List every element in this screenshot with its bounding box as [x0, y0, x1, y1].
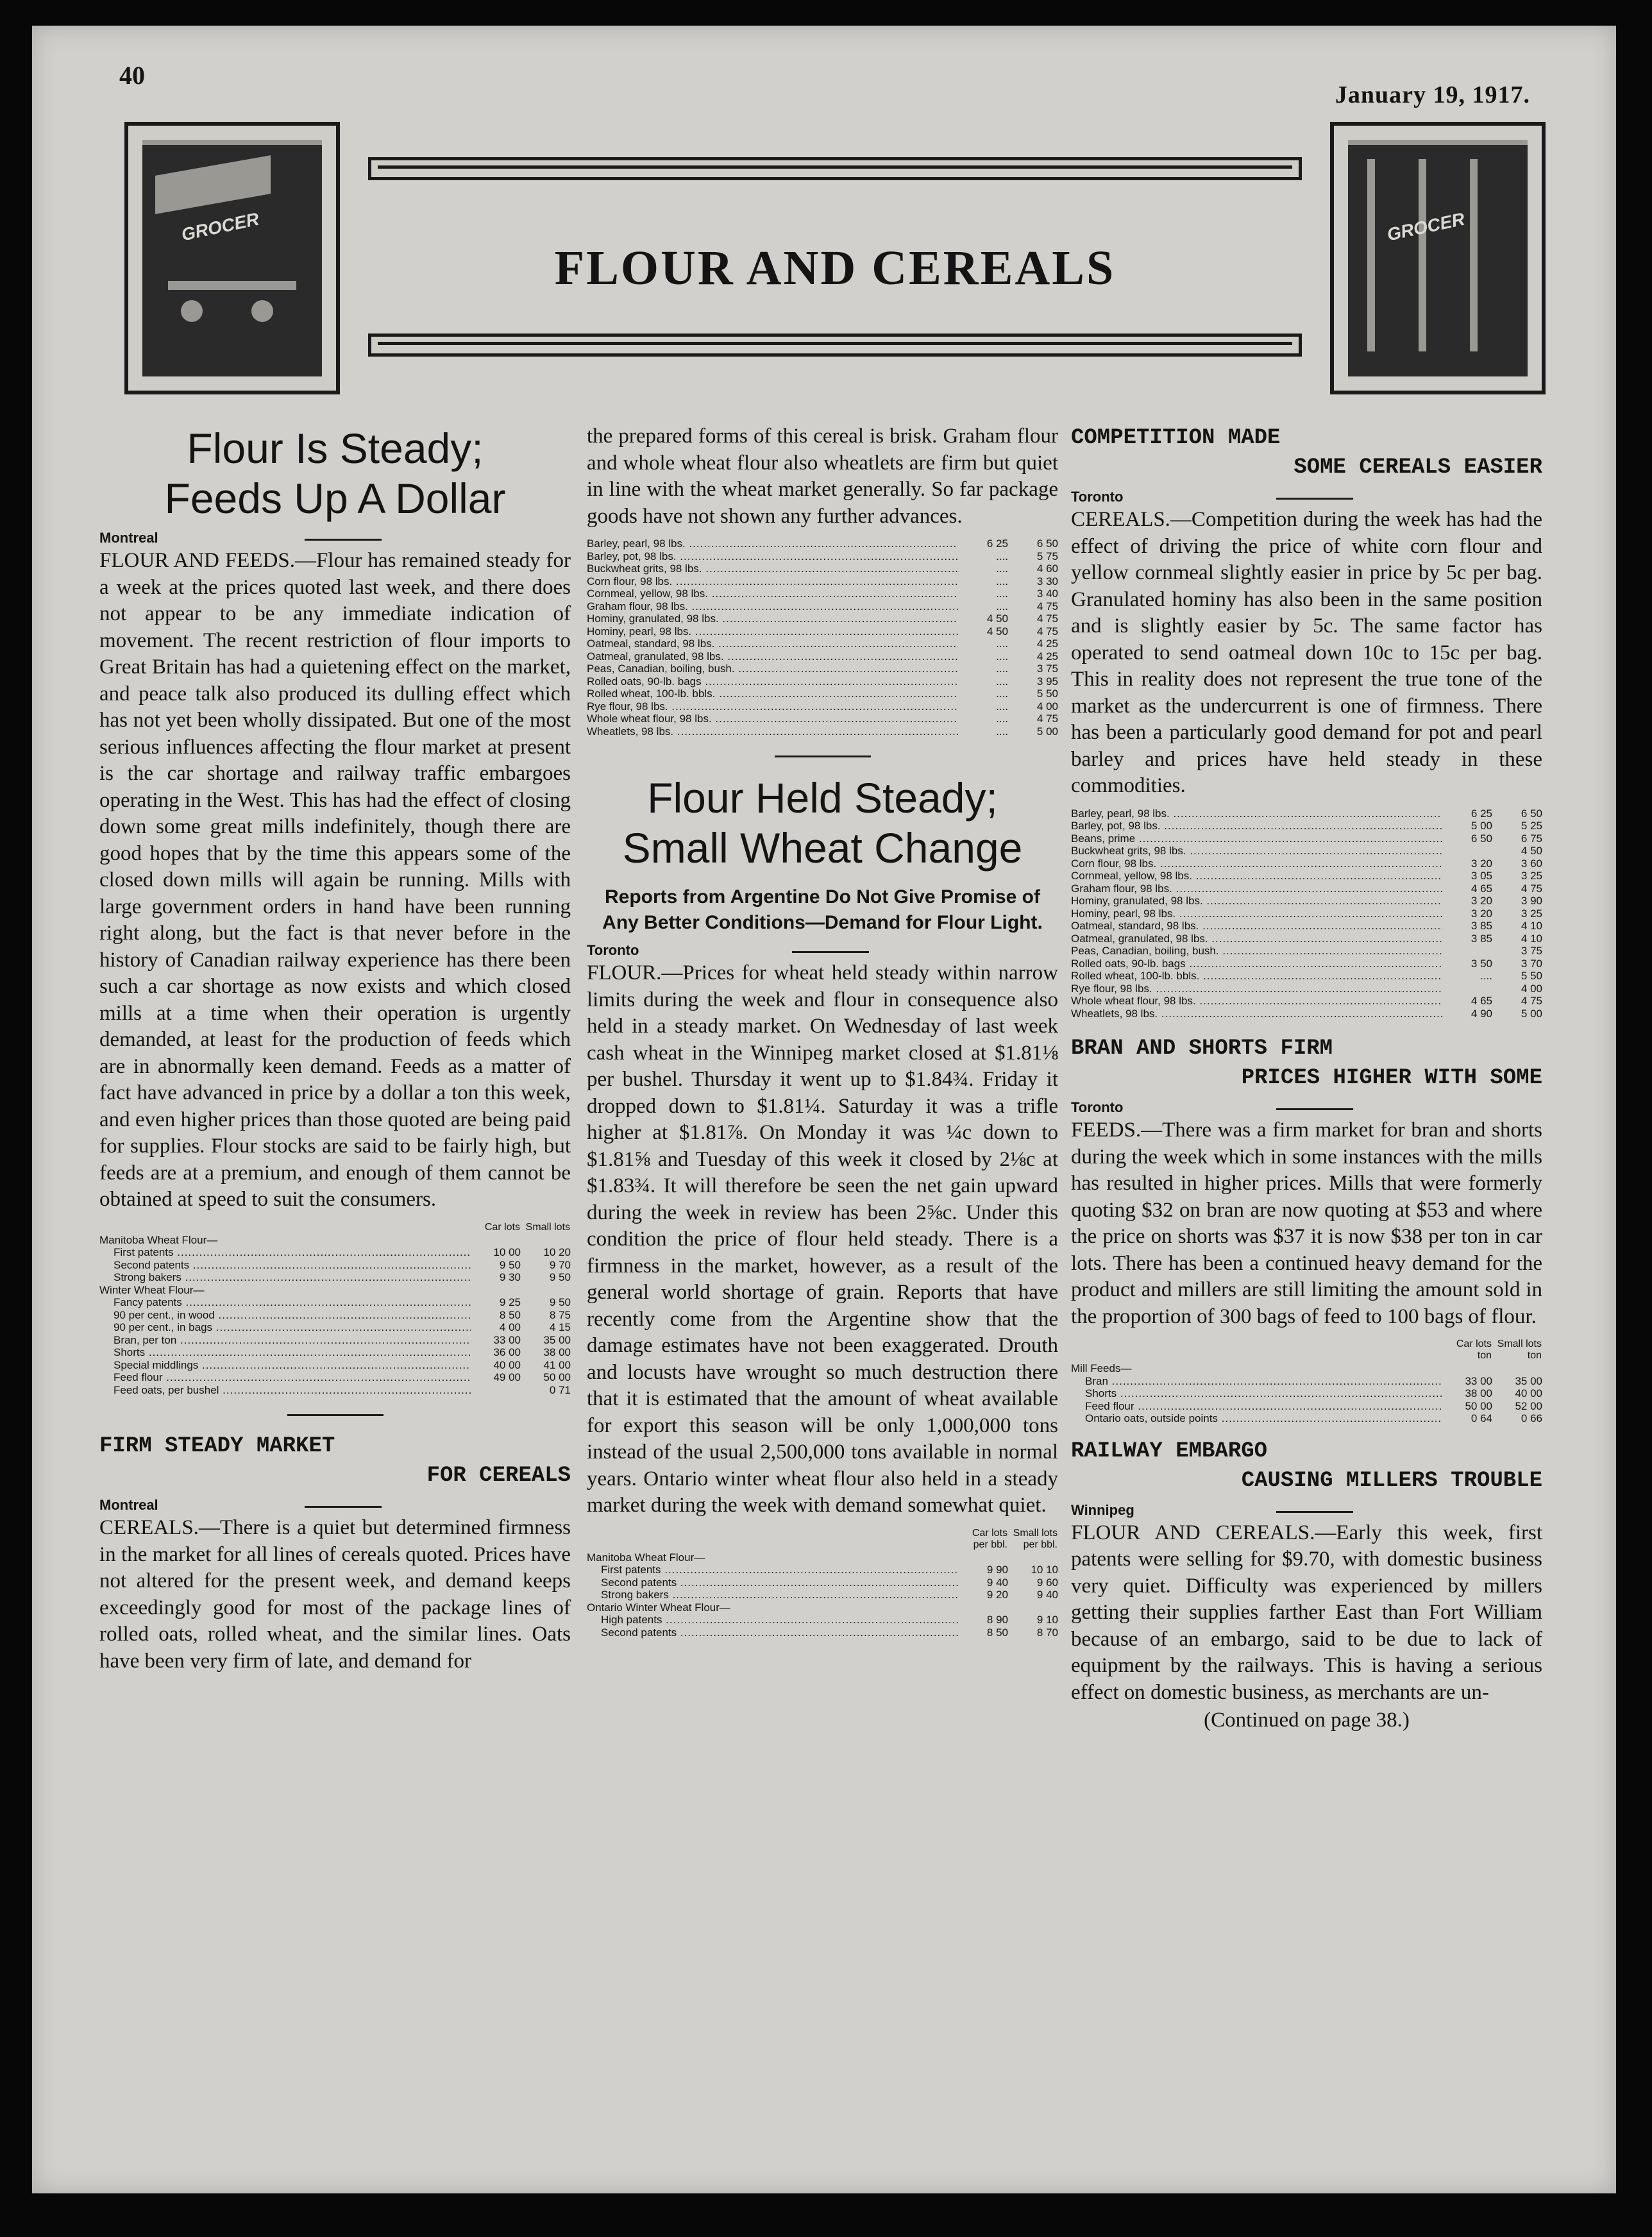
price-car-lots: ....: [996, 637, 1008, 650]
table-row: [1071, 820, 1542, 832]
item-name: Hominy, granulated, 98 lbs. .....: [1071, 895, 1442, 907]
price-car-lots: 50 00: [1465, 1399, 1492, 1412]
price-car-lots: 6 25: [986, 537, 1008, 550]
price-small-lots: 9 50: [549, 1296, 571, 1308]
price-small-lots: [1492, 1362, 1542, 1375]
price-small-lots: 9 60: [1036, 1576, 1058, 1589]
table-header-cell: Car lots ton: [1456, 1338, 1492, 1361]
table-row: [99, 1384, 571, 1397]
newspaper-page: [32, 26, 1616, 2193]
price-small-lots: 50 00: [543, 1371, 571, 1383]
table-row: [99, 1234, 571, 1247]
price-car-lots: 3 05: [1471, 870, 1492, 882]
table-row: [587, 663, 1058, 675]
item-name: 90 per cent., in bags .....: [99, 1321, 471, 1334]
headline-railway-embargo: RAILWAY EMBARGO CAUSING MILLERS TROUBLE: [1071, 1439, 1542, 1493]
divider: [775, 756, 871, 757]
item-name: Barley, pearl, 98 lbs. .....: [587, 537, 958, 550]
column-3: [1071, 423, 1542, 1734]
price-table-montreal-cereals: [587, 537, 1058, 738]
section-title: FLOUR AND CEREALS: [554, 241, 1116, 295]
item-name: Feed flour .....: [1071, 1400, 1442, 1413]
table-row: [1071, 857, 1542, 870]
price-car-lots: 9 20: [986, 1589, 1008, 1601]
item-name: Peas, Canadian, boiling, bush. .....: [1071, 945, 1442, 958]
table-row: [587, 688, 1058, 700]
price-small-lots: 4 10: [1521, 920, 1542, 932]
price-car-lots: 36 00: [493, 1346, 521, 1358]
table-row: [587, 713, 1058, 725]
table-row: [99, 1271, 571, 1284]
item-name: Rolled wheat, 100-lb. bbls. .....: [1071, 970, 1442, 983]
item-name: Strong bakers .....: [99, 1271, 471, 1284]
table-row: [587, 587, 1058, 600]
price-car-lots: ....: [996, 587, 1008, 600]
table-header-cell: Small lots: [525, 1221, 570, 1233]
item-name: Cornmeal, yellow, 98 lbs. .....: [587, 587, 958, 600]
table-row: [587, 550, 1058, 563]
item-name: Rolled oats, 90-lb. bags .....: [587, 675, 958, 688]
table-row: [1071, 920, 1542, 933]
price-car-lots: [1442, 845, 1492, 857]
table-row: [99, 1296, 571, 1309]
price-small-lots: 5 25: [1521, 820, 1542, 832]
table-row: [99, 1259, 571, 1272]
page-number: 40: [119, 61, 145, 90]
item-name: Second patents .....: [587, 1576, 958, 1589]
table-row: [1071, 845, 1542, 857]
price-car-lots: ....: [996, 725, 1008, 738]
price-small-lots: 35 00: [543, 1333, 571, 1346]
price-car-lots: [471, 1234, 521, 1247]
price-car-lots: ....: [996, 700, 1008, 713]
item-name: Barley, pearl, 98 lbs. .....: [1071, 807, 1442, 820]
headline-flour-steady: Flour Is Steady; Feeds Up A Dollar: [164, 425, 506, 522]
price-small-lots: 3 25: [1521, 870, 1542, 882]
price-car-lots: 9 25: [499, 1296, 521, 1308]
price-small-lots: 38 00: [543, 1346, 571, 1358]
price-small-lots: 3 90: [1521, 895, 1542, 907]
item-name: First patents .....: [587, 1564, 958, 1576]
table-row: [1071, 1008, 1542, 1020]
price-small-lots: 3 75: [1036, 663, 1058, 675]
price-small-lots: 5 50: [1521, 970, 1542, 982]
price-small-lots: 4 75: [1036, 600, 1058, 612]
price-car-lots: 3 20: [1471, 857, 1492, 870]
item-name: Whole wheat flour, 98 lbs. .....: [1071, 995, 1442, 1008]
grocer-sign-left: GROCER: [180, 208, 261, 245]
price-car-lots: 0 64: [1471, 1412, 1492, 1424]
headline-bran-shorts: BRAN AND SHORTS FIRM PRICES HIGHER WITH SOME: [1071, 1036, 1542, 1090]
item-name: Corn flour, 98 lbs. .....: [1071, 857, 1442, 870]
price-car-lots: 3 20: [1471, 907, 1492, 920]
table-row: [587, 612, 1058, 625]
dateline: Toronto: [1071, 1099, 1542, 1116]
column-1: [99, 423, 571, 1675]
price-small-lots: 3 75: [1521, 945, 1542, 957]
price-small-lots: [1008, 1601, 1058, 1614]
price-small-lots: 3 30: [1036, 575, 1058, 587]
table-row: [99, 1246, 571, 1259]
price-car-lots: 9 90: [986, 1564, 1008, 1576]
item-name: Oatmeal, granulated, 98 lbs. .....: [587, 650, 958, 663]
price-car-lots: ....: [996, 562, 1008, 575]
price-small-lots: 4 75: [1036, 612, 1058, 625]
price-table-mill-feeds: [1071, 1338, 1542, 1425]
table-row: [587, 1576, 1058, 1589]
item-name: Special middlings .....: [99, 1359, 471, 1372]
table-row: [1071, 1400, 1542, 1413]
column-2: [587, 423, 1058, 1642]
price-car-lots: 8 50: [499, 1308, 521, 1321]
table-row: [99, 1359, 571, 1372]
table-row: [1071, 882, 1542, 895]
issue-date: January 19, 1917.: [1335, 81, 1530, 108]
price-small-lots: 41 00: [543, 1358, 571, 1371]
table-row: [99, 1334, 571, 1347]
table-row: [587, 1564, 1058, 1576]
price-car-lots: [1442, 983, 1492, 995]
item-name: Hominy, granulated, 98 lbs. .....: [587, 612, 958, 625]
article-body: FLOUR AND CEREALS.—Early this week, first patents were selling for $9.70, with domestic business very quiet. Difficulty was experienced by millers getting their supplies farther East than Fort William because of an embargo, said to be due to lack of equipment by the railways. This is having a serious effect on domestic business, as merchants are un-: [1071, 1521, 1542, 1704]
price-car-lots: 40 00: [493, 1358, 521, 1371]
item-name: Corn flour, 98 lbs. .....: [587, 575, 958, 588]
dateline: Montreal: [99, 530, 571, 546]
price-small-lots: [521, 1234, 571, 1247]
price-car-lots: ....: [996, 688, 1008, 700]
price-small-lots: 8 70: [1036, 1626, 1058, 1639]
price-small-lots: 3 60: [1521, 857, 1542, 870]
item-name: Feed oats, per bushel .....: [99, 1384, 471, 1397]
item-name: Oatmeal, standard, 98 lbs. .....: [1071, 920, 1442, 933]
dateline: Toronto: [1071, 489, 1542, 505]
price-car-lots: ....: [996, 550, 1008, 562]
grocer-truck-illustration: [124, 122, 340, 394]
item-name: Bran, per ton .....: [99, 1334, 471, 1347]
price-car-lots: 33 00: [493, 1333, 521, 1346]
article-body: FLOUR.—Prices for wheat held steady within narrow limits during the week and flour in consequence also held in a steady market. On Wednesday of last week cash wheat in the Winnipeg market closed at $1.81⅛ per bushel. Thursday it went up to $1.84¾. Friday it dropped down to $1.81¼. Saturday it was a trifle higher at $1.81⅞. On Monday it was ¼c down to $1.81⅝ and Tuesday of this week it closed by 2⅛c at $1.83¾. It will therefore be seen the net gain upward during the week in review has been 2⅝c. Under this condition the price of flour held steady. There is a firmness in the market, however, as a result of the general world shortage of grain. Reports that have recently come from the Argentine show that the damage estimates have not been exaggerated. Drouth and locusts have wrought so much destruction there that it is estimated that the amount of wheat available for export this season will be only 1,000,000 tons instead of the usual 2,500,000 tons available in normal years. Ontario winter wheat flour also held in a steady market during the week with demand somewhat quiet.: [587, 961, 1058, 1517]
headline-flour-held-steady: Flour Held Steady; Small Wheat Change: [622, 774, 1023, 872]
item-name: Oatmeal, standard, 98 lbs. .....: [587, 637, 958, 650]
table-row: [99, 1284, 571, 1297]
price-car-lots: 4 90: [1471, 1007, 1492, 1020]
table-row: [587, 1589, 1058, 1601]
item-name: Mill Feeds—: [1071, 1362, 1132, 1374]
item-name: Oatmeal, granulated, 98 lbs. .....: [1071, 933, 1442, 945]
table-header-cell: Small lots ton: [1497, 1338, 1542, 1361]
item-name: Rye flour, 98 lbs. .....: [587, 700, 958, 713]
table-row: [1071, 945, 1542, 958]
table-row: [1071, 983, 1542, 995]
article-body: FLOUR AND FEEDS.—Flour has remained steady for a week at the prices quoted last week, and there does not appear to be any immediate indication of movement. The recent restriction of flour imports to Great Britain has had a quietening effect on the market, and peace talk also produced its dulling effect which has not yet been wholly dissipated. But one of the most serious influences affecting the flour market at present is the car shortage and railway traffic embargoes operating in the West. This has had the effect of closing down some great mills indefinitely, though there are good hopes that by the time this appears some of the closed down mills will again be running. Mills with large government orders in hand have been running right along, but the fact is that never before in the history of Canadian railway experience has there been such a car shortage as now exists and which closed mills at a time when their operation is urgently demanded, at least for the production of feeds which are in abnormally keen demand. Feeds as a matter of fact have advanced in price by a dollar a ton this week, and even higher prices than those quoted are being paid for supplies. Flour stocks are said to be fairly high, but feeds are at a premium, and enough of them cannot be obtained at speed to suit the consumers.: [99, 549, 571, 1211]
continued-note: (Continued on page 38.): [1204, 1709, 1410, 1732]
price-small-lots: 3 95: [1036, 675, 1058, 688]
table-header-cell: Car lots: [484, 1221, 520, 1233]
table-header-row: [1071, 1338, 1542, 1362]
item-name: Wheatlets, 98 lbs. .....: [587, 725, 958, 738]
table-row: [587, 1551, 1058, 1564]
table-header-blank: [99, 1221, 471, 1234]
item-name: Rolled oats, 90-lb. bags .....: [1071, 958, 1442, 970]
item-name: Hominy, pearl, 98 lbs. .....: [1071, 907, 1442, 920]
price-small-lots: 40 00: [1515, 1387, 1542, 1399]
price-small-lots: 4 75: [1521, 882, 1542, 895]
table-row: [1071, 907, 1542, 920]
price-small-lots: 3 25: [1521, 907, 1542, 920]
price-small-lots: [1008, 1551, 1058, 1564]
item-name: Second patents .....: [99, 1259, 471, 1272]
item-name: Wheatlets, 98 lbs. .....: [1071, 1008, 1442, 1020]
table-row: [587, 600, 1058, 613]
price-small-lots: 4 60: [1036, 562, 1058, 575]
item-name: Barley, pot, 98 lbs. .....: [1071, 820, 1442, 832]
item-name: Ontario Winter Wheat Flour—: [587, 1601, 730, 1614]
dateline: Montreal: [99, 1497, 571, 1514]
price-small-lots: 9 40: [1036, 1589, 1058, 1601]
table-row: [587, 575, 1058, 588]
price-small-lots: 4 75: [1036, 625, 1058, 637]
price-small-lots: 4 25: [1036, 650, 1058, 663]
price-small-lots: 10 20: [543, 1246, 571, 1258]
item-name: Graham flour, 98 lbs. .....: [587, 600, 958, 613]
table-row: [1071, 958, 1542, 970]
table-row: [99, 1371, 571, 1384]
banner-bar-bottom: [368, 333, 1302, 357]
price-car-lots: 9 30: [499, 1271, 521, 1283]
price-car-lots: 3 85: [1471, 920, 1492, 932]
item-name: Winter Wheat Flour—: [99, 1283, 205, 1296]
price-small-lots: 8 75: [549, 1308, 571, 1321]
table-row: [587, 1614, 1058, 1626]
item-name: First patents .....: [99, 1246, 471, 1259]
item-name: Rolled wheat, 100-lb. bbls. .....: [587, 688, 958, 700]
price-car-lots: 4 00: [499, 1321, 521, 1333]
subheadline: Reports from Argentine Do Not Give Promise of Any Better Conditions—Demand for Flour Light.: [602, 886, 1043, 933]
table-header-cell: Car lots per bbl.: [972, 1527, 1007, 1550]
article-body: CEREALS.—There is a quiet but determined firmness in the market for all lines of cereals quoted. Prices have not altered for the present week, and demand keeps exceedingly good for most of the package lines of rolled oats, rolled wheat, and the similar lines. Oats have been very firm of late, and demand for: [99, 1516, 571, 1673]
price-table-toronto-flour: [587, 1527, 1058, 1639]
price-car-lots: 3 85: [1471, 932, 1492, 945]
price-table-montreal-flour: [99, 1221, 571, 1397]
price-small-lots: 4 75: [1521, 995, 1542, 1007]
table-row: [99, 1309, 571, 1322]
price-car-lots: 6 50: [1471, 832, 1492, 845]
price-car-lots: ....: [996, 575, 1008, 587]
price-small-lots: 9 50: [549, 1271, 571, 1283]
price-car-lots: [471, 1384, 521, 1397]
item-name: Manitoba Wheat Flour—: [587, 1551, 705, 1564]
item-name: Shorts .....: [99, 1346, 471, 1359]
price-car-lots: 3 20: [1471, 895, 1492, 907]
item-name: Feed flour .....: [99, 1371, 471, 1384]
price-car-lots: 10 00: [493, 1246, 521, 1258]
price-car-lots: ....: [996, 675, 1008, 688]
table-row: [99, 1321, 571, 1334]
price-small-lots: 5 00: [1521, 1007, 1542, 1020]
price-car-lots: ....: [996, 713, 1008, 725]
price-small-lots: [521, 1284, 571, 1297]
price-small-lots: 4 75: [1036, 713, 1058, 725]
banner-bar-top: [368, 157, 1302, 180]
table-row: [587, 637, 1058, 650]
item-name: Bran .....: [1071, 1375, 1442, 1388]
headline-competition: COMPETITION MADE SOME CEREALS EASIER: [1071, 426, 1542, 480]
item-name: Graham flour, 98 lbs. .....: [1071, 882, 1442, 895]
price-car-lots: 4 65: [1471, 995, 1492, 1007]
item-name: 90 per cent., in wood .....: [99, 1309, 471, 1322]
table-row: [1071, 933, 1542, 945]
item-name: Barley, pot, 98 lbs. .....: [587, 550, 958, 563]
price-small-lots: 3 70: [1521, 957, 1542, 970]
item-name: Cornmeal, yellow, 98 lbs. .....: [1071, 870, 1442, 882]
article-body-continued: the prepared forms of this cereal is brisk. Graham flour and whole wheat flour also wheatlets are firm but quiet in line with the wheat market generally. So far package goods have not shown any further advances.: [587, 425, 1058, 528]
dateline: Toronto: [587, 942, 1058, 959]
price-table-toronto-cereals: [1071, 807, 1542, 1020]
dateline: Winnipeg: [1071, 1502, 1542, 1519]
table-row: [1071, 1375, 1542, 1388]
price-small-lots: 4 10: [1521, 932, 1542, 945]
table-row: [587, 650, 1058, 663]
article-body: FEEDS.—There was a firm market for bran and shorts during the week which in some instances with the mills has resulted in higher prices. Mills that were formerly quoting $32 on bran are now quoting at $53 and where the price on shorts was $37 it is now $38 per ton in car lots. There has been a continued heavy demand for the product and millers are still limiting the amount sold in the proportion of 300 bags of feed to 100 bags of flour.: [1071, 1118, 1542, 1328]
price-car-lots: 6 25: [1471, 807, 1492, 820]
price-small-lots: 5 50: [1036, 688, 1058, 700]
divider: [287, 1414, 384, 1416]
price-car-lots: 8 50: [986, 1626, 1008, 1639]
table-row: [99, 1346, 571, 1359]
item-name: Beans, prime .....: [1071, 832, 1442, 845]
table-row: [1071, 1362, 1542, 1375]
table-row: [1071, 970, 1542, 983]
price-car-lots: ....: [1480, 970, 1492, 982]
item-name: Peas, Canadian, boiling, bush. .....: [587, 663, 958, 675]
price-car-lots: 5 00: [1471, 820, 1492, 832]
table-row: [587, 1626, 1058, 1639]
price-car-lots: [1442, 1362, 1492, 1375]
table-row: [1071, 807, 1542, 820]
price-small-lots: 6 75: [1521, 832, 1542, 845]
price-small-lots: 10 10: [1031, 1564, 1058, 1576]
table-header-row: [587, 1527, 1058, 1551]
price-small-lots: 4 00: [1521, 982, 1542, 995]
price-car-lots: [958, 1601, 1008, 1614]
price-car-lots: 4 50: [986, 612, 1008, 625]
price-small-lots: 6 50: [1036, 537, 1058, 550]
item-name: Buckwheat grits, 98 lbs. .....: [1071, 845, 1442, 857]
item-name: Manitoba Wheat Flour—: [99, 1233, 218, 1246]
price-car-lots: 9 40: [986, 1576, 1008, 1589]
table-row: [1071, 1412, 1542, 1425]
price-small-lots: 4 00: [1036, 700, 1058, 713]
price-car-lots: 33 00: [1465, 1374, 1492, 1387]
grocer-store-illustration: [1330, 122, 1546, 394]
item-name: Ontario oats, outside points .....: [1071, 1412, 1442, 1425]
table-row: [587, 562, 1058, 575]
headline-firm-steady: FIRM STEADY MARKET FOR CEREALS: [99, 1434, 571, 1488]
item-name: Shorts .....: [1071, 1387, 1442, 1400]
price-small-lots: 4 50: [1521, 845, 1542, 857]
price-car-lots: [471, 1284, 521, 1297]
price-car-lots: 4 65: [1471, 882, 1492, 895]
item-name: Fancy patents .....: [99, 1296, 471, 1309]
price-car-lots: 8 90: [986, 1614, 1008, 1626]
item-name: Strong bakers .....: [587, 1589, 958, 1601]
item-name: Rye flour, 98 lbs. .....: [1071, 983, 1442, 995]
price-small-lots: 4 25: [1036, 637, 1058, 650]
grocer-sign-right: GROCER: [1385, 208, 1467, 245]
item-name: Second patents .....: [587, 1626, 958, 1639]
price-small-lots: 0 71: [549, 1383, 571, 1396]
item-name: Buckwheat grits, 98 lbs. .....: [587, 562, 958, 575]
price-car-lots: 38 00: [1465, 1387, 1492, 1399]
table-header-cell: Small lots per bbl.: [1013, 1527, 1058, 1550]
table-row: [1071, 870, 1542, 882]
table-header-blank: [1071, 1338, 1442, 1362]
item-name: Whole wheat flour, 98 lbs. .....: [587, 713, 958, 725]
table-row: [1071, 1387, 1542, 1400]
price-small-lots: 4 15: [549, 1321, 571, 1333]
table-header-row: [99, 1221, 571, 1234]
price-car-lots: 49 00: [493, 1371, 521, 1383]
price-car-lots: [1442, 945, 1492, 958]
price-small-lots: 52 00: [1515, 1399, 1542, 1412]
price-small-lots: 9 70: [549, 1258, 571, 1271]
table-row: [587, 537, 1058, 550]
price-small-lots: 35 00: [1515, 1374, 1542, 1387]
price-car-lots: ....: [996, 663, 1008, 675]
price-car-lots: 9 50: [499, 1258, 521, 1271]
price-car-lots: [958, 1551, 1008, 1564]
table-row: [587, 700, 1058, 713]
price-small-lots: 9 10: [1036, 1614, 1058, 1626]
table-header-blank: [587, 1527, 958, 1551]
price-car-lots: 4 50: [986, 625, 1008, 637]
table-row: [1071, 895, 1542, 907]
price-car-lots: 3 50: [1471, 957, 1492, 970]
price-car-lots: ....: [996, 650, 1008, 663]
price-small-lots: 3 40: [1036, 587, 1058, 600]
table-row: [587, 725, 1058, 738]
price-small-lots: 5 75: [1036, 550, 1058, 562]
price-small-lots: 6 50: [1521, 807, 1542, 820]
article-body: CEREALS.—Competition during the week has had the effect of driving the price of white corn flour and yellow cornmeal slightly easier in price by 5c per bag. Granulated hominy has also been in the same position and is slightly easier by 5c. The same factor has operated to send oatmeal down 10c to 15c per bag. This in reality does not represent the true tone of the market as the undercurrent is one of firmness. There has been a particularly good demand for pot and pearl barley and prices have held steady in these commodities.: [1071, 508, 1542, 797]
item-name: Hominy, pearl, 98 lbs. .....: [587, 625, 958, 638]
price-small-lots: 0 66: [1521, 1412, 1542, 1424]
table-row: [587, 1601, 1058, 1614]
price-small-lots: 5 00: [1036, 725, 1058, 738]
table-row: [1071, 995, 1542, 1008]
price-car-lots: ....: [996, 600, 1008, 612]
table-row: [587, 675, 1058, 688]
item-name: High patents .....: [587, 1614, 958, 1626]
table-row: [1071, 832, 1542, 845]
section-banner: [124, 122, 1546, 394]
table-row: [587, 625, 1058, 638]
